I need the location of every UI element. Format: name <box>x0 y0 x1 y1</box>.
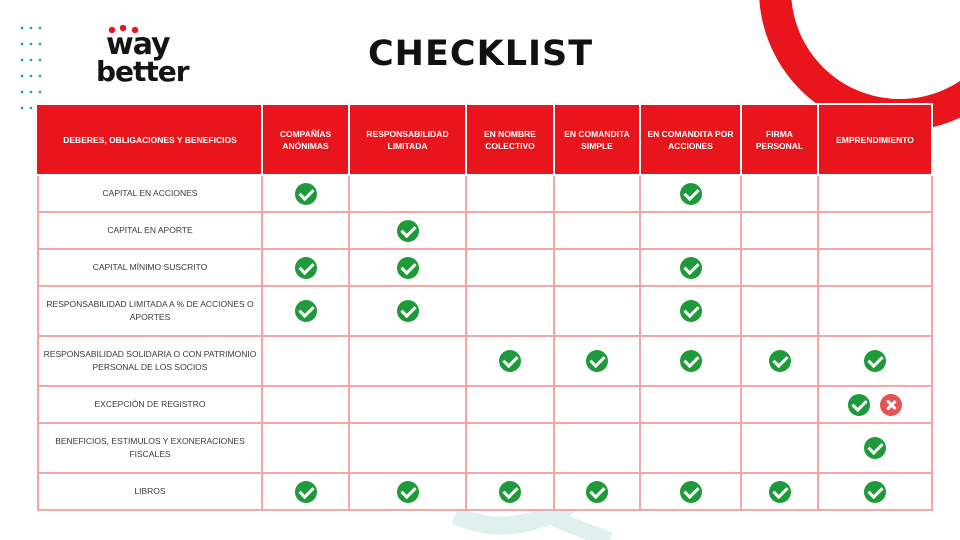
table-cell <box>554 386 640 423</box>
table-cell <box>554 336 640 386</box>
table-cell <box>741 336 818 386</box>
table-cell <box>349 386 466 423</box>
table-cell <box>554 423 640 473</box>
check-circle-icon <box>295 183 317 205</box>
row-label: RESPONSABILIDAD SOLIDARIA O CON PATRIMONIO PERSONAL DE LOS SOCIOS <box>38 336 262 386</box>
red-arc-decoration <box>775 0 960 115</box>
check-circle-icon <box>295 481 317 503</box>
table-cell <box>262 175 349 212</box>
table-cell <box>818 423 932 473</box>
table-cell <box>818 473 932 510</box>
table-cell <box>818 386 932 423</box>
table-cell <box>640 249 741 286</box>
check-circle-icon <box>769 481 791 503</box>
table-cell <box>262 212 349 249</box>
logo-line-2: better <box>96 55 189 88</box>
table-cell <box>741 212 818 249</box>
check-circle-icon <box>680 257 702 279</box>
table-cell <box>640 336 741 386</box>
check-circle-icon <box>680 300 702 322</box>
row-label: CAPITAL EN ACCIONES <box>38 175 262 212</box>
table-cell <box>640 386 741 423</box>
column-header-nombre-colectivo: EN NOMBRE COLECTIVO <box>466 104 554 175</box>
table-row <box>38 423 932 473</box>
table-cell <box>741 249 818 286</box>
table-cell <box>741 423 818 473</box>
table-cell <box>262 423 349 473</box>
table-row <box>38 249 932 286</box>
table-row <box>38 175 932 212</box>
table-cell <box>466 249 554 286</box>
table-cell <box>818 212 932 249</box>
check-circle-icon <box>397 481 419 503</box>
check-circle-icon <box>397 257 419 279</box>
table-cell <box>466 212 554 249</box>
table-cell <box>262 286 349 336</box>
table-cell <box>466 175 554 212</box>
table-cell <box>554 473 640 510</box>
table-cell <box>262 386 349 423</box>
table-cell <box>349 249 466 286</box>
table-cell <box>349 175 466 212</box>
table-row <box>38 386 932 423</box>
table-cell <box>818 336 932 386</box>
check-circle-icon <box>499 481 521 503</box>
table-cell <box>818 286 932 336</box>
table-row <box>38 336 932 386</box>
check-circle-icon <box>295 257 317 279</box>
page-title: CHECKLIST <box>368 34 594 74</box>
column-header-comandita-acciones: EN COMANDITA POR ACCIONES <box>640 104 741 175</box>
table-cell <box>741 386 818 423</box>
column-header-comandita-simple: EN COMANDITA SIMPLE <box>554 104 640 175</box>
table-cell <box>640 286 741 336</box>
check-circle-icon <box>586 481 608 503</box>
logo-line-1: way <box>106 27 170 62</box>
table-cell <box>262 336 349 386</box>
table-cell <box>466 286 554 336</box>
table-cell <box>349 473 466 510</box>
table-cell <box>640 212 741 249</box>
table-cell <box>349 423 466 473</box>
table-cell <box>349 212 466 249</box>
table-cell <box>262 473 349 510</box>
column-header-responsabilidad-limitada: RESPONSABILIDAD LIMITADA <box>349 104 466 175</box>
row-label: RESPONSABILIDAD LIMITADA A % DE ACCIONES O APORTES <box>38 286 262 336</box>
cross-circle-icon <box>880 394 902 416</box>
table-cell <box>554 212 640 249</box>
check-circle-icon <box>848 394 870 416</box>
table-cell <box>640 175 741 212</box>
row-label: EXCEPCIÓN DE REGISTRO <box>38 386 262 423</box>
table-cell <box>818 249 932 286</box>
checklist-table <box>37 103 933 511</box>
check-circle-icon <box>680 183 702 205</box>
table-row <box>38 286 932 336</box>
table-cell <box>741 175 818 212</box>
row-label: BENEFICIOS, ESTIMULOS Y EXONERACIONES FISCALES <box>38 423 262 473</box>
check-circle-icon <box>295 300 317 322</box>
column-header-firma-personal: FIRMA PERSONAL <box>741 104 818 175</box>
check-circle-icon <box>397 220 419 242</box>
check-circle-icon <box>864 437 886 459</box>
table-cell <box>349 336 466 386</box>
check-circle-icon <box>499 350 521 372</box>
table-cell <box>554 286 640 336</box>
table-cell <box>466 473 554 510</box>
table-cell <box>640 473 741 510</box>
table-cell <box>466 336 554 386</box>
column-header-companias-anonimas: COMPAÑÍAS ANÓNIMAS <box>262 104 349 175</box>
check-circle-icon <box>680 481 702 503</box>
table-row <box>38 473 932 510</box>
row-label: CAPITAL MÍNIMO SUSCRITO <box>38 249 262 286</box>
column-header-emprendimiento: EMPRENDIMIENTO <box>818 104 932 175</box>
brand-logo <box>96 28 206 88</box>
table-cell <box>466 386 554 423</box>
table-cell <box>640 423 741 473</box>
table-row <box>38 212 932 249</box>
check-circle-icon <box>864 350 886 372</box>
check-circle-icon <box>397 300 419 322</box>
table-cell <box>818 175 932 212</box>
check-circle-icon <box>586 350 608 372</box>
table-cell <box>741 286 818 336</box>
table-cell <box>554 175 640 212</box>
row-label: CAPITAL EN APORTE <box>38 212 262 249</box>
header-row <box>38 104 932 175</box>
table-cell <box>741 473 818 510</box>
check-circle-icon <box>680 350 702 372</box>
check-circle-icon <box>769 350 791 372</box>
table-cell <box>554 249 640 286</box>
check-circle-icon <box>864 481 886 503</box>
table-cell <box>262 249 349 286</box>
table-cell <box>349 286 466 336</box>
row-label: LIBROS <box>38 473 262 510</box>
column-header-deberes: DEBERES, OBLIGACIONES Y BENEFICIOS <box>38 104 262 175</box>
table-cell <box>466 423 554 473</box>
